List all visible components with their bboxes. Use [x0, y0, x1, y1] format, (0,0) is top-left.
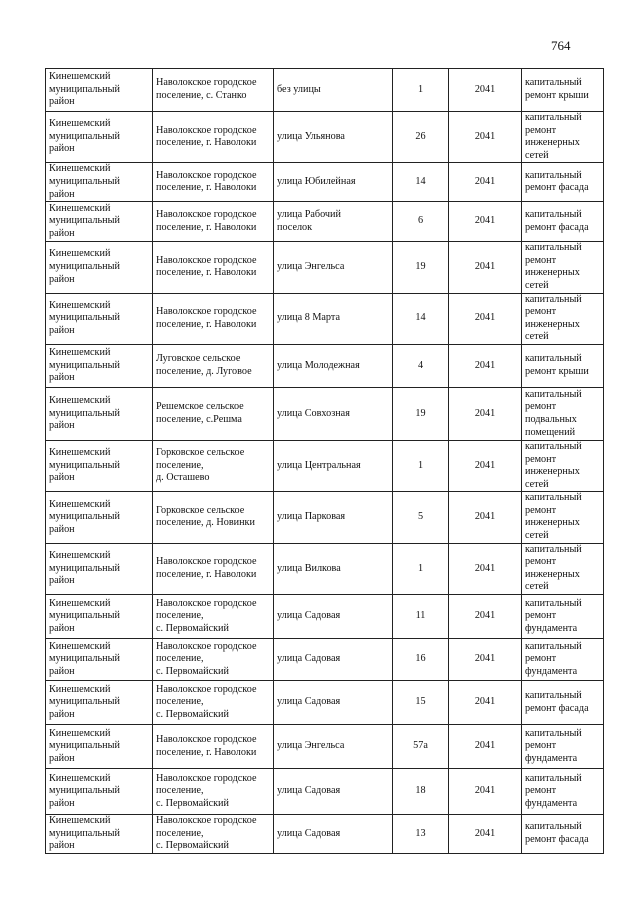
year-cell: 2041 — [449, 242, 522, 293]
district-cell: Кинешемский муниципальный район — [46, 725, 153, 769]
settlement-cell: Наволокское городское поселение, с. Первомайский — [153, 769, 274, 815]
settlement-cell: Наволокское городское поселение, с. Первомайский — [153, 639, 274, 681]
table-row — [46, 202, 604, 242]
year-cell: 2041 — [449, 769, 522, 815]
district-cell: Кинешемский муниципальный район — [46, 202, 153, 242]
year-cell: 2041 — [449, 440, 522, 491]
page-number: 764 — [551, 38, 571, 53]
district-cell: Кинешемский муниципальный район — [46, 293, 153, 344]
table-row — [46, 387, 604, 440]
district-cell: Кинешемский муниципальный район — [46, 163, 153, 202]
year-cell: 2041 — [449, 639, 522, 681]
settlement-cell: Горковское сельское поселение, д. Новинки — [153, 492, 274, 543]
house-number-cell: 15 — [393, 681, 449, 725]
settlement-cell: Горковское сельское поселение, д. Осташево — [153, 440, 274, 491]
house-number-cell: 4 — [393, 344, 449, 387]
district-cell: Кинешемский муниципальный район — [46, 639, 153, 681]
settlement-cell: Наволокское городское поселение, г. Наволоки — [153, 112, 274, 163]
settlement-cell: Наволокское городское поселение, с. Первомайский — [153, 681, 274, 725]
work-type-cell: капитальный ремонт крыши — [522, 69, 604, 112]
district-cell: Кинешемский муниципальный район — [46, 595, 153, 639]
street-cell: улица Садовая — [274, 815, 393, 854]
table-row — [46, 440, 604, 491]
work-type-cell: капитальный ремонт инженерных сетей — [522, 543, 604, 594]
table-row — [46, 293, 604, 344]
street-cell: улица Центральная — [274, 440, 393, 491]
table-row — [46, 543, 604, 594]
street-cell: улица Энгельса — [274, 242, 393, 293]
work-type-cell: капитальный ремонт фасада — [522, 815, 604, 854]
house-number-cell: 6 — [393, 202, 449, 242]
table-row — [46, 242, 604, 293]
year-cell: 2041 — [449, 69, 522, 112]
year-cell: 2041 — [449, 293, 522, 344]
year-cell: 2041 — [449, 725, 522, 769]
street-cell: улица 8 Марта — [274, 293, 393, 344]
house-number-cell: 1 — [393, 69, 449, 112]
year-cell: 2041 — [449, 595, 522, 639]
table-row — [46, 492, 604, 543]
year-cell: 2041 — [449, 681, 522, 725]
settlement-cell: Наволокское городское поселение, г. Наволоки — [153, 163, 274, 202]
settlement-cell: Наволокское городское поселение, г. Наволоки — [153, 293, 274, 344]
table-body — [46, 69, 604, 854]
street-cell: без улицы — [274, 69, 393, 112]
table-row — [46, 769, 604, 815]
table-row — [46, 112, 604, 163]
year-cell: 2041 — [449, 387, 522, 440]
district-cell: Кинешемский муниципальный район — [46, 344, 153, 387]
house-number-cell: 18 — [393, 769, 449, 815]
work-type-cell: капитальный ремонт фундамента — [522, 769, 604, 815]
settlement-cell: Наволокское городское поселение, г. Наволоки — [153, 725, 274, 769]
year-cell: 2041 — [449, 344, 522, 387]
house-number-cell: 1 — [393, 440, 449, 491]
settlement-cell: Наволокское городское поселение, г. Наволоки — [153, 202, 274, 242]
house-number-cell: 14 — [393, 293, 449, 344]
work-type-cell: капитальный ремонт инженерных сетей — [522, 492, 604, 543]
year-cell: 2041 — [449, 163, 522, 202]
work-type-cell: капитальный ремонт инженерных сетей — [522, 112, 604, 163]
work-type-cell: капитальный ремонт фундамента — [522, 639, 604, 681]
house-number-cell: 19 — [393, 242, 449, 293]
work-type-cell: капитальный ремонт крыши — [522, 344, 604, 387]
work-type-cell: капитальный ремонт фундамента — [522, 725, 604, 769]
district-cell: Кинешемский муниципальный район — [46, 440, 153, 491]
district-cell: Кинешемский муниципальный район — [46, 543, 153, 594]
table-row — [46, 595, 604, 639]
work-type-cell: капитальный ремонт подвальных помещений — [522, 387, 604, 440]
settlement-cell: Наволокское городское поселение, г. Наволоки — [153, 543, 274, 594]
settlement-cell: Луговское сельское поселение, д. Луговое — [153, 344, 274, 387]
house-number-cell: 11 — [393, 595, 449, 639]
house-number-cell: 16 — [393, 639, 449, 681]
district-cell: Кинешемский муниципальный район — [46, 769, 153, 815]
street-cell: улица Садовая — [274, 769, 393, 815]
table-row — [46, 163, 604, 202]
street-cell: улица Садовая — [274, 595, 393, 639]
table-row — [46, 725, 604, 769]
settlement-cell: Наволокское городское поселение, с. Первомайский — [153, 815, 274, 854]
settlement-cell: Решемское сельское поселение, с.Решма — [153, 387, 274, 440]
work-type-cell: капитальный ремонт фасада — [522, 163, 604, 202]
street-cell: улица Совхозная — [274, 387, 393, 440]
street-cell: улица Ульянова — [274, 112, 393, 163]
year-cell: 2041 — [449, 492, 522, 543]
settlement-cell: Наволокское городское поселение, с. Станко — [153, 69, 274, 112]
work-type-cell: капитальный ремонт инженерных сетей — [522, 242, 604, 293]
district-cell: Кинешемский муниципальный район — [46, 492, 153, 543]
street-cell: улица Энгельса — [274, 725, 393, 769]
year-cell: 2041 — [449, 202, 522, 242]
district-cell: Кинешемский муниципальный район — [46, 69, 153, 112]
year-cell: 2041 — [449, 815, 522, 854]
street-cell: улица Садовая — [274, 639, 393, 681]
street-cell: улица Рабочий поселок — [274, 202, 393, 242]
work-type-cell: капитальный ремонт фундамента — [522, 595, 604, 639]
district-cell: Кинешемский муниципальный район — [46, 387, 153, 440]
settlement-cell: Наволокское городское поселение, с. Первомайский — [153, 595, 274, 639]
district-cell: Кинешемский муниципальный район — [46, 242, 153, 293]
house-number-cell: 1 — [393, 543, 449, 594]
house-number-cell: 57а — [393, 725, 449, 769]
table-row — [46, 815, 604, 854]
repair-schedule-table — [45, 68, 604, 854]
street-cell: улица Садовая — [274, 681, 393, 725]
house-number-cell: 14 — [393, 163, 449, 202]
street-cell: улица Вилкова — [274, 543, 393, 594]
house-number-cell: 13 — [393, 815, 449, 854]
house-number-cell: 5 — [393, 492, 449, 543]
table-row — [46, 344, 604, 387]
table-row — [46, 681, 604, 725]
district-cell: Кинешемский муниципальный район — [46, 815, 153, 854]
work-type-cell: капитальный ремонт фасада — [522, 202, 604, 242]
table-row — [46, 69, 604, 112]
year-cell: 2041 — [449, 112, 522, 163]
district-cell: Кинешемский муниципальный район — [46, 681, 153, 725]
house-number-cell: 19 — [393, 387, 449, 440]
table-row — [46, 639, 604, 681]
street-cell: улица Парковая — [274, 492, 393, 543]
work-type-cell: капитальный ремонт инженерных сетей — [522, 440, 604, 491]
year-cell: 2041 — [449, 543, 522, 594]
house-number-cell: 26 — [393, 112, 449, 163]
street-cell: улица Молодежная — [274, 344, 393, 387]
settlement-cell: Наволокское городское поселение, г. Наволоки — [153, 242, 274, 293]
work-type-cell: капитальный ремонт фасада — [522, 681, 604, 725]
district-cell: Кинешемский муниципальный район — [46, 112, 153, 163]
work-type-cell: капитальный ремонт инженерных сетей — [522, 293, 604, 344]
street-cell: улица Юбилейная — [274, 163, 393, 202]
